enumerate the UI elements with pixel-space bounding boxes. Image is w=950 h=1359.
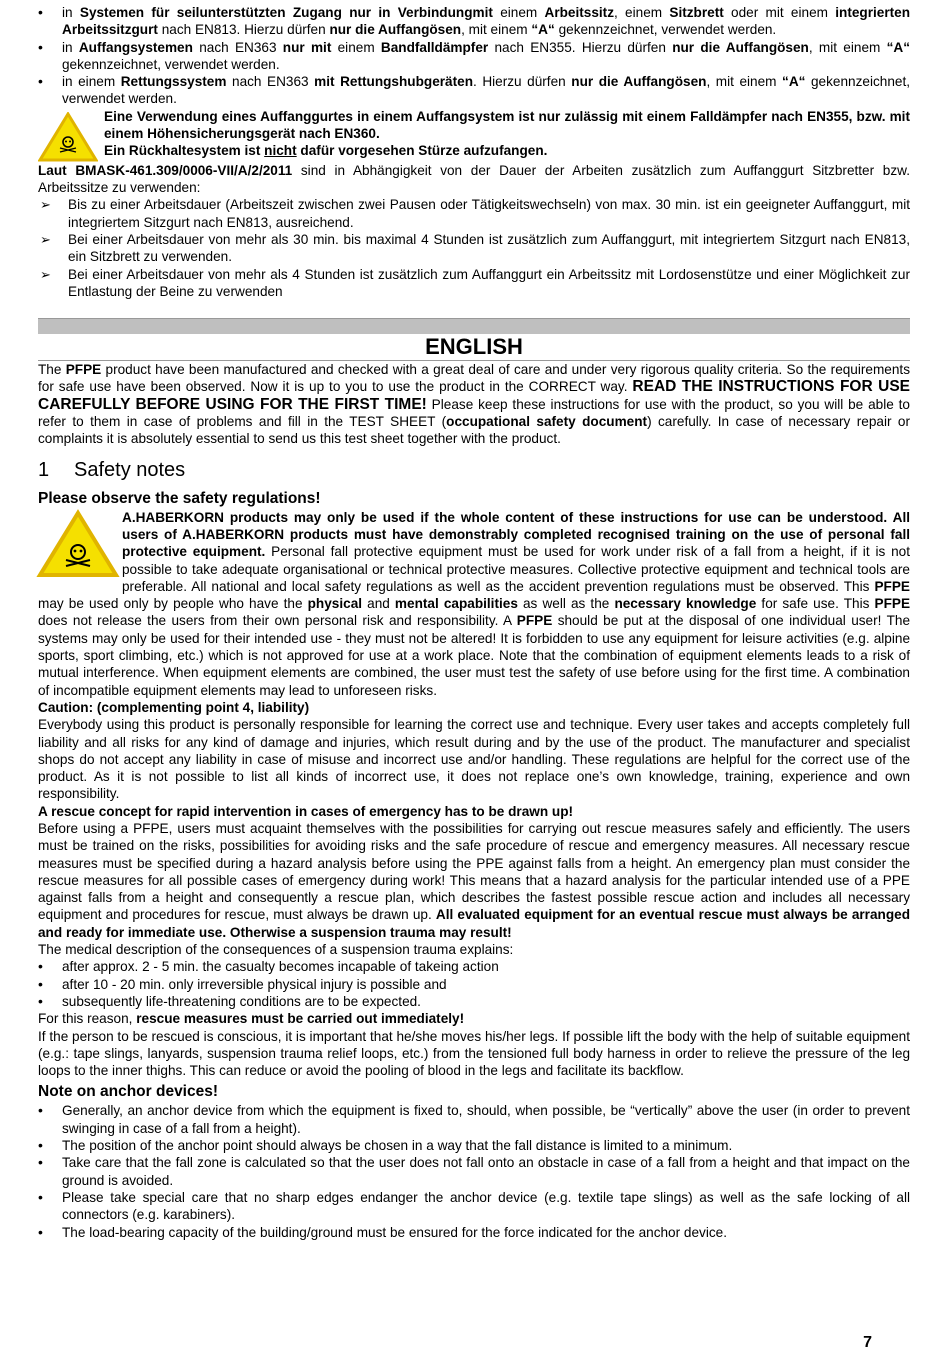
list-item: ➢ Bis zu einer Arbeitsdauer (Arbeitszeit zwischen zwei Pausen oder Tätigkeitswechseln) von max. 30 min. ist ein geeigneter Auffanggurt, mit integriertem Sitzgurt nach EN813, ausreichend. xyxy=(38,196,910,231)
warning-text: Eine Verwendung eines Auffanggurtes in einem Auffangsystem ist nur zulässig mit einem Falldämpfer nach EN355, bzw. mit einem Höhensicherungsgerät nach EN360. Ein Rückhaltesystem ist nicht dafür vorgesehen Stürze aufzufangen. xyxy=(104,108,910,159)
anchor-heading: Note on anchor devices! xyxy=(38,1083,219,1101)
warning-triangle-icon xyxy=(36,509,120,579)
list-item: • Generally, an anchor device from which the equipment is fixed to, should, when possible, be “vertically” above the user (in order to prevent swinging in case of a fall from a height). xyxy=(38,1102,910,1137)
safety-block xyxy=(38,509,910,699)
caution-paragraph: Everybody using this product is personally responsible for learning the correct use and technique. Every user takes and accepts completely full liability and all risks for any kind of damage and injuries, which result during and by the use of the product. The manufacturer and specialist shops do not accept any liability in case of misuse and incorrect use and/or handling. These regulations are helpful for the correct use of the product. As it is not possible to list all kinds of incorrect use, it does not replace one’s own knowledge, training, experience and own responsibility. xyxy=(38,717,910,802)
rescue-paragraph: Before using a PFPE, users must acquaint themselves with the possibilities for carrying out rescue measures safely and efficiently. The users must be trained on the risks, possibilities for avoiding risks and the safe procedure of rescue and emergency measures. All necessary rescue measures must be specified during a hazard analysis before using the PPE against falls from a height. An emergency plan must consider the rescue measures for all possible cases of emergency during work! This means that a hazard analysis for the particular intended use of a PPE against falls from a height and consequently a rescue plan, which describes the fastest possible rescue action and includes all necessary equipment and procedures for rescue, must always be drawn up. All evaluated equipment for an eventual rescue must always be arranged and ready for immediate use. Otherwise a suspension trauma may result! xyxy=(38,820,910,940)
anchor-list xyxy=(38,1102,910,1240)
page-number: 7 xyxy=(863,1334,872,1351)
reason-paragraph: For this reason, rescue measures must be carried out immediately! xyxy=(38,1011,465,1027)
list-item: • after approx. 2 - 5 min. the casualty becomes incapable of takeing action xyxy=(38,958,910,975)
list-item: • after 10 - 20 min. only irreversible physical injury is possible and xyxy=(38,976,910,993)
german-arrow-list xyxy=(38,196,910,300)
list-item: ➢ Bei einer Arbeitsdauer von mehr als 30 min. bis maximal 4 Stunden ist zusätzlich zum Auffanggurt, mit integriertem Sitzgurt nach EN813, ein Sitzbrett zu verwenden. xyxy=(38,231,910,266)
safety-paragraph: A.HABERKORN products may only be used if the whole content of these instructions for use can be understood. All users of A.HABERKORN products must have demonstrably completed recognised training on the use of personal fall protective equipment. Personal fall protective equipment must be used for work under risk of a fall from a height, if it is not possible to take adequate organisational or technical protective measures. Collective protective equipment and technical tools are preferable. All national and local safety regulations as well as the accident prevention regulations must be observed. This PFPE may be used only by people who have the physical and mental capabilities as well as the necessary knowledge for safe use. This PFPE does not release the users from their own personal risk and responsibility. A PFPE should be put at the disposal of one individual user! The systems may only be used for their intended use - they must not be altered! It is forbidden to use any equipment for leisure activities (e.g. alpine sports, sport climbing, etc.) which is not approved for use at a work place. Note that the combination of equipment elements leads to a risk of mutual interference. When equipment elements are combined, the user must test the safety of use before using for the first time. A combination of incompatible equipment elements may lead to unforeseen risks. xyxy=(38,509,911,698)
german-warning-block xyxy=(38,108,910,162)
caution-heading: Caution: (complementing point 4, liability) xyxy=(38,699,310,715)
language-heading: ENGLISH xyxy=(38,334,910,361)
intro-paragraph: The PFPE product have been manufactured and checked with a great deal of care and under very rigorous quality criteria. So the requirements for safe use have been observed. Now it is up to you to use the product in the CORRECT way. READ THE INSTRUCTIONS FOR USE CAREFULLY BEFORE USING FOR THE FIRST TIME! Please keep these instructions for use with the product, so you will be able to refer to them in case of problems and fill in the TEST SHEET (occupational safety document) carefully. In case of necessary repair or complaints it is absolutely essential to send us this test sheet together with the product. xyxy=(38,362,910,447)
section-heading: 1 Safety notes xyxy=(38,458,186,481)
rescue-heading: A rescue concept for rapid intervention in cases of emergency has to be drawn up! xyxy=(38,803,574,819)
document-page xyxy=(38,4,910,1241)
list-item: • subsequently life-threatening conditions are to be expected. xyxy=(38,993,910,1010)
medical-list xyxy=(38,958,910,1010)
list-item: • Take care that the fall zone is calculated so that the user does not fall onto an obstacle in case of a fall from a height and that impact on the ground is avoided. xyxy=(38,1154,910,1189)
list-item: • in Auffangsystemen nach EN363 nur mit einem Bandfalldämpfer nach EN355. Hierzu dürfen nur die Auffangösen, mit einem “A“ gekennzeichnet, verwendet werden. xyxy=(38,39,910,74)
conscious-paragraph: If the person to be rescued is conscious, it is important that he/she moves his/her legs. If possible lift the body with the help of suitable equipment (e.g.: tape slings, lanyards, suspension trauma relief loops, etc.) from the tensioned full body harness in order to relieve the pressure of the leg loops to the inner thighs. This can reduce or avoid the pooling of blood in the legs and facilitate its backflow. xyxy=(38,1028,910,1079)
list-item: • in einem Rettungssystem nach EN363 mit Rettungshubgeräten. Hierzu dürfen nur die Auffangösen, mit einem “A“ gekennzeichnet, verwendet werden. xyxy=(38,73,910,108)
list-item: • The position of the anchor point should always be chosen in a way that the fall distance is limited to a minimum. xyxy=(38,1137,910,1154)
list-item: • The load-bearing capacity of the building/ground must be ensured for the force indicated for the anchor device. xyxy=(38,1224,910,1241)
warning-triangle-icon xyxy=(38,112,98,162)
list-item: • Please take special care that no sharp edges endanger the anchor device (e.g. textile tape slings) as well as the safe locking of all connectors (e.g. karabiners). xyxy=(38,1189,910,1224)
medical-intro: The medical description of the consequences of a suspension trauma explains: xyxy=(38,942,514,958)
language-section-bar xyxy=(38,318,910,334)
list-item: • in Systemen für seilunterstützten Zugang nur in Verbindungmit einem Arbeitssitz, einem Sitzbrett oder mit einem integrierten Arbeitssitzgurt nach EN813. Hierzu dürfen nur die Auffangösen, mit einem “A“ gekennzeichnet, verwendet werden. xyxy=(38,4,910,39)
german-bullet-list xyxy=(38,4,910,108)
subheading-observe: Please observe the safety regulations! xyxy=(38,489,321,507)
law-paragraph: Laut BMASK-461.309/0006-VII/A/2/2011 sind in Abhängigkeit von der Dauer der Arbeiten zusätzlich zum Auffanggurt Sitzbretter bzw. Arbeitssitze zu verwenden: xyxy=(38,162,910,196)
list-item: ➢ Bei einer Arbeitsdauer von mehr als 4 Stunden ist zusätzlich zum Auffanggurt ein Arbeitssitz mit Lordosenstütze und einer Möglichkeit zur Entlastung der Beine zu verwenden xyxy=(38,266,910,301)
